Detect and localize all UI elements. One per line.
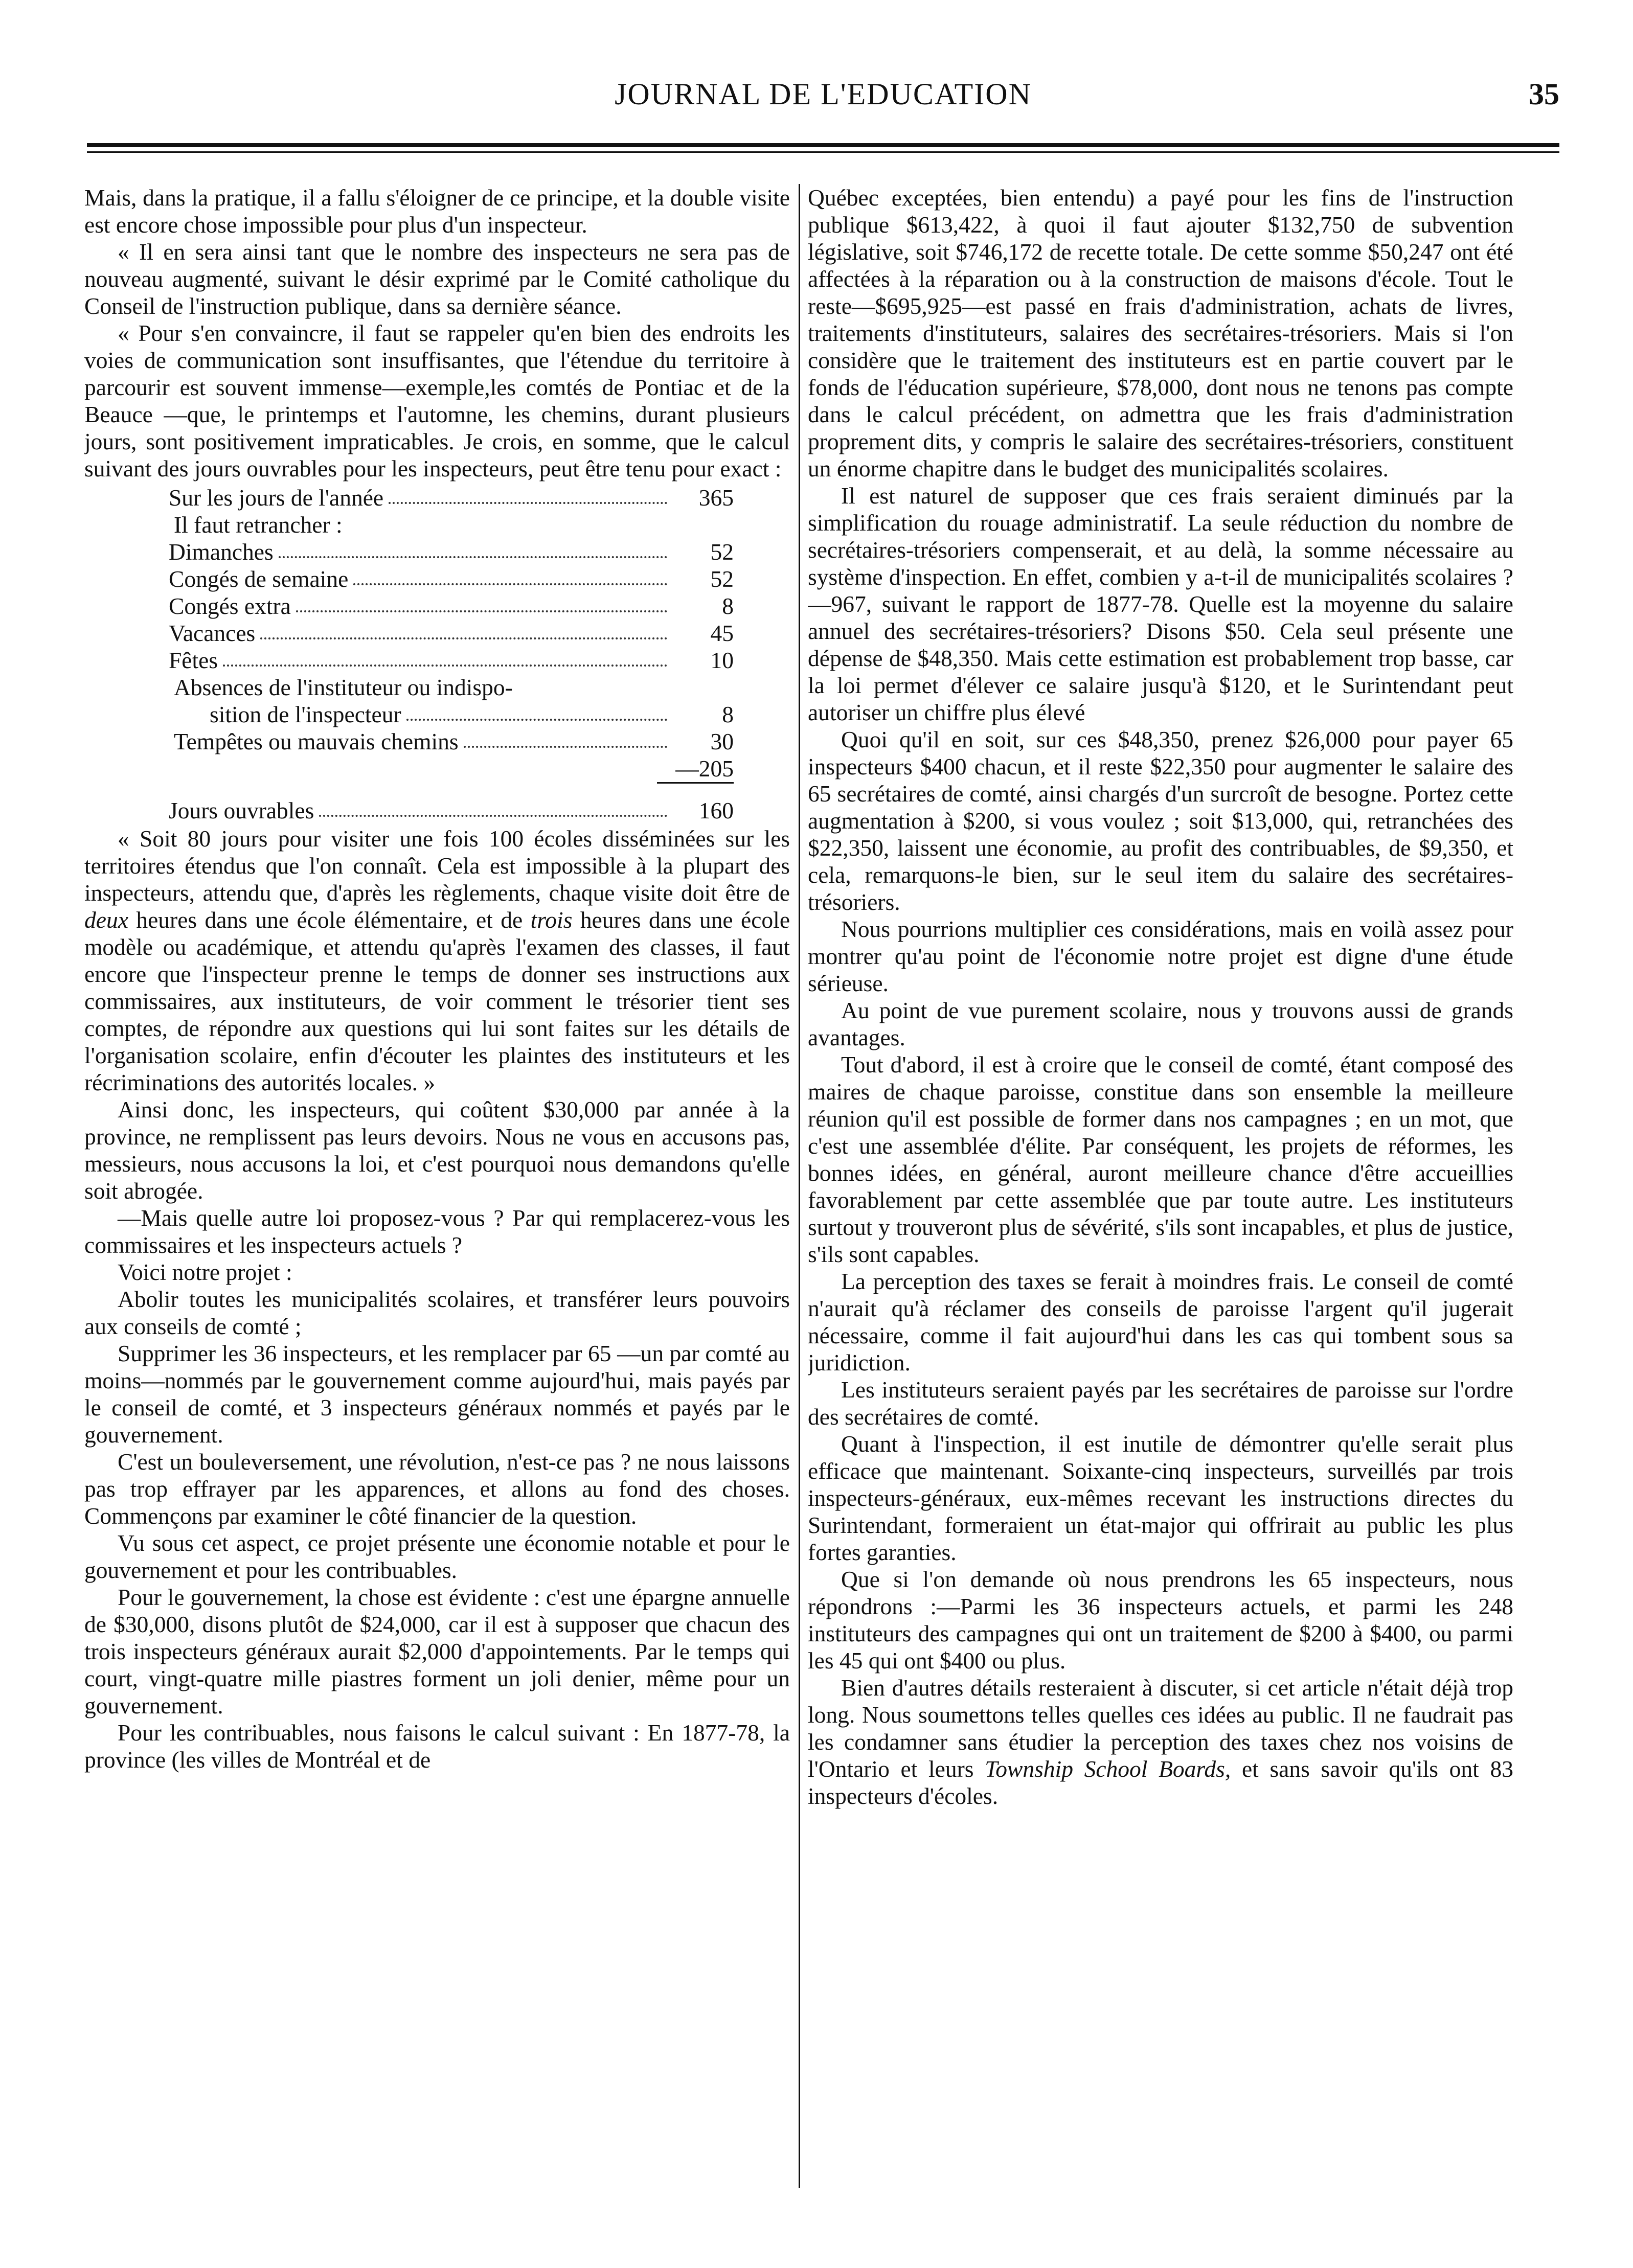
emphasis: trois — [530, 907, 573, 933]
working-days-table — [84, 484, 790, 824]
leader-dots — [296, 610, 667, 612]
row-label: Congés extra — [169, 593, 291, 619]
leader-dots — [319, 815, 667, 817]
row-value: 52 — [710, 566, 734, 592]
table-row — [169, 755, 734, 782]
table-row — [169, 565, 734, 592]
row-value: 45 — [710, 620, 734, 646]
table-row — [169, 620, 734, 647]
paragraph: Mais, dans la pratique, il a fallu s'éloigner de ce principe, et la double visite est encore chose impossible pour plus d'un inspecteur. — [84, 185, 790, 238]
column-divider — [799, 184, 800, 2188]
paragraph: Il est naturel de supposer que ces frais seraient diminués par la simplification du rouage administratif. La seule réduction du nombre de secrétaires-trésoriers compenserait, et au delà, la somme nécessaire au système d'inspection. En effet, combien y a-t-il de municipalités scolaires ?—967, suivant le rapport de 1877-78. Quelle est la moyenne du salaire annuel des secrétaires-trésoriers? Disons $50. Cela seul présente une dépense de $48,350. Mais cette estimation est probablement trop basse, car la loi permet d'élever ce salaire jusqu'à $120, et le Surintendant peut autoriser un chiffre plus élevé — [808, 483, 1513, 725]
row-value: 8 — [722, 593, 734, 619]
paragraph: Tout d'abord, il est à croire que le conseil de comté, étant composé des maires de chaque paroisse, constitue dans son ensemble la meilleure réunion qu'il est possible de former dans nos campagnes ; en un mot, que c'est une assemblée d'élite. Par conséquent, les projets de réformes, les bonnes idées, en général, auront meilleure chance d'être accueillies favorablement par cette assemblée que par toute autre. Les instituteurs surtout y trouveront plus de sévérité, s'ils sont incapables, et plus de justice, s'ils sont capables. — [808, 1051, 1513, 1267]
table-row — [169, 484, 734, 511]
paragraph: Québec exceptées, bien entendu) a payé pour les fins de l'instruction publique $613,422, à quoi il faut ajouter $132,750 de subvention législative, soit $746,172 de recette totale. De cette somme $50,247 ont été affectées à la réparation ou à la construction de maisons d'école. Tout le reste—$695,925—est passé en frais d'administration, achats de livres, traitements d'instituteurs, salaires des secrétaires-trésoriers. Mais si l'on considère que le traitement des instituteurs est en partie couvert par le fonds de l'éducation supérieure, $78,000, dont nous ne tenons pas compte dans le calcul précédent, on admettra que les frais d'administration proprement dits, y compris le salaire des secrétaires-trésoriers, constituent un énorme chapitre dans le budget des municipalités scolaires. — [808, 185, 1513, 482]
emphasis: Township School Boards, — [985, 1756, 1231, 1782]
row-label: Fêtes — [169, 647, 218, 673]
journal-title: JOURNAL DE L'EDUCATION — [615, 77, 1032, 111]
paragraph — [808, 1674, 1513, 1809]
table-row — [169, 728, 734, 755]
paragraph: Voici notre projet : — [118, 1259, 292, 1285]
leader-dots — [406, 719, 667, 721]
header-rule-thin — [87, 151, 1559, 153]
paragraph: Abolir toutes les municipalités scolaires, et transférer leurs pouvoirs aux conseils de comté ; — [84, 1286, 790, 1339]
table-row — [169, 647, 734, 674]
emphasis: deux — [84, 907, 128, 933]
paragraph: —Mais quelle autre loi proposez-vous ? Par qui remplacerez-vous les commissaires et les inspecteurs actuels ? — [84, 1205, 790, 1258]
leader-dots — [389, 502, 667, 504]
paragraph: Ainsi donc, les inspecteurs, qui coûtent $30,000 par année à la province, ne remplissent pas leurs devoirs. Nous ne vous en accusons pas, messieurs, nous accusons la loi, et c'est pourquoi nous demandons qu'elle soit abrogée. — [84, 1096, 790, 1204]
row-label: Absences de l'instituteur ou indispo- — [174, 674, 513, 700]
paragraph: Quant à l'inspection, il est inutile de démontrer qu'elle serait plus efficace que maintenant. Soixante-cinq inspecteurs, surveillés par trois inspecteurs-généraux, eux-mêmes recevant les instructions directes du Surintendant, formeraient un état-major qui offrirait au public les plus fortes garanties. — [808, 1431, 1513, 1565]
row-label: sition de l'inspecteur — [210, 701, 401, 727]
table-row — [169, 674, 734, 701]
paragraph: Vu sous cet aspect, ce projet présente une économie notable et pour le gouvernement et pour les contribuables. — [84, 1530, 790, 1583]
leader-dots — [260, 637, 667, 639]
row-label: Dimanches — [169, 539, 274, 565]
leader-dots — [464, 746, 667, 748]
paragraph: La perception des taxes se ferait à moindres frais. Le conseil de comté n'aurait qu'à réclamer des conseils de paroisse l'argent qu'il jugerait nécessaire, comme il fait aujourd'hui dans les cas qui tombent sous sa juridiction. — [808, 1268, 1513, 1376]
paragraph: « Pour s'en convaincre, il faut se rappeler qu'en bien des endroits les voies de communication sont insuffisantes, que l'étendue du territoire à parcourir est souvent immense—exemple,les comtés de Pontiac et de la Beauce —que, le printemps et l'automne, les chemins, durant plusieurs jours, sont positivement impraticables. Je crois, en somme, que le calcul suivant des jours ouvrables pour les inspecteurs, peut être tenu pour exact : — [84, 320, 790, 482]
paragraph: Pour les contribuables, nous faisons le calcul suivant : En 1877-78, la province (les villes de Montréal et de — [84, 1720, 790, 1773]
paragraph: Nous pourrions multiplier ces considérations, mais en voilà assez pour montrer qu'au point de l'économie notre projet est digne d'une étude sérieuse. — [808, 916, 1513, 996]
paragraph: Les instituteurs seraient payés par les secrétaires de paroisse sur l'ordre des secrétaires de comté. — [808, 1377, 1513, 1430]
table-row — [169, 797, 734, 824]
paragraph — [84, 825, 790, 1096]
paragraph: Supprimer les 36 inspecteurs, et les remplacer par 65 —un par comté au moins—nommés par le gouvernement comme aujourd'hui, mais payés par le conseil de comté, et 3 inspecteurs généraux nommés et payés par le gouvernement. — [84, 1340, 790, 1448]
row-value: 365 — [698, 485, 734, 511]
table-row — [169, 701, 734, 728]
paragraph: Au point de vue purement scolaire, nous y trouvons aussi de grands avantages. — [808, 997, 1513, 1050]
page-number: 35 — [1529, 77, 1559, 111]
row-label: Sur les jours de l'année — [169, 485, 384, 511]
table-row — [169, 592, 734, 620]
paragraph: Pour le gouvernement, la chose est évidente : c'est une épargne annuelle de $30,000, disons plutôt de $24,000, car il est à supposer que chacun des trois inspecteurs généraux aurait $2,000 d'appointements. Par le temps qui court, vingt-quatre mille piastres forment un joli denier, même pour un gouvernement. — [84, 1584, 790, 1719]
row-value: 160 — [698, 797, 734, 823]
text-run: Bien d'autres détails resteraient à discuter, si cet article n'était déjà trop long. Nous soumettons telles quelles ces idées au public. Il ne faudrait pas les condamner sans étudier la perception des taxes chez nos voisins de l'Ontario et leurs — [808, 1675, 1513, 1782]
row-value: 30 — [710, 728, 734, 754]
subtotal-value: —205 — [675, 755, 734, 782]
row-value: 8 — [722, 701, 734, 727]
table-row — [169, 511, 734, 538]
left-column — [84, 184, 790, 2208]
row-value: 52 — [710, 539, 734, 565]
text-run: heures dans une école élémentaire, et de — [136, 907, 523, 933]
header-rule — [87, 143, 1559, 147]
row-value: 10 — [710, 647, 734, 673]
paragraph: C'est un bouleversement, une révolution, n'est-ce pas ? ne nous laissons pas trop effrayer par les apparences, et allons au fond des choses. Commençons par examiner le côté financier de la question. — [84, 1449, 790, 1529]
running-head — [87, 77, 1559, 123]
row-label: Tempêtes ou mauvais chemins — [174, 728, 459, 754]
paragraph: Que si l'on demande où nous prendrons les 65 inspecteurs, nous répondrons :—Parmi les 36 inspecteurs actuels, et parmi les 248 instituteurs des campagnes qui ont un traitement de $200 à $400, ou parmi les 45 qui ont $400 ou plus. — [808, 1566, 1513, 1674]
row-label: Il faut retrancher : — [174, 512, 343, 538]
table-row — [169, 538, 734, 565]
leader-dots — [279, 556, 667, 558]
row-label: Congés de semaine — [169, 566, 349, 592]
text-run: heures dans une école modèle ou académique, et attendu qu'après l'examen des classes, il faut encore que l'inspecteur prenne le temps de donner ses instructions aux commissaires, aux instituteurs, de voir comment le trésorier tient ses comptes, de répondre aux questions qui lui sont faites sur les détails de l'organisation scolaire, enfin d'écouter les plaintes des instituteurs et les récriminations des autorités locales. » — [84, 907, 790, 1095]
leader-dots — [353, 583, 667, 585]
row-label: Vacances — [169, 620, 256, 646]
paragraph: Quoi qu'il en soit, sur ces $48,350, prenez $26,000 pour payer 65 inspecteurs $400 chacun, et il reste $22,350 pour augmenter le salaire des 65 secrétaires de comté, ainsi chargés d'un surcroît de besogne. Portez cette augmentation à $200, si vous voulez ; soit $13,000, qui, retranchées des $22,350, laissent une économie, au profit des contribuables, de $9,350, et cela, remarquons-le bien, sur le seul item du salaire des secrétaires-trésoriers. — [808, 726, 1513, 915]
text-run: et sans savoir qu'ils ont 83 inspecteurs d'écoles. — [808, 1756, 1513, 1809]
paragraph: « Il en sera ainsi tant que le nombre des inspecteurs ne sera pas de nouveau augmenté, suivant le désir exprimé par le Comité catholique du Conseil de l'instruction publique, dans sa dernière séance. — [84, 239, 790, 319]
row-label: Jours ouvrables — [169, 797, 314, 823]
leader-dots — [223, 665, 667, 667]
text-run: « Soit 80 jours pour visiter une fois 100 écoles disséminées sur les territoires étendus que l'on connaît. Cela est impossible à la plupart des inspecteurs, attendu que, d'après les règlements, chaque visite doit être de — [84, 826, 790, 906]
right-column — [808, 184, 1513, 2208]
